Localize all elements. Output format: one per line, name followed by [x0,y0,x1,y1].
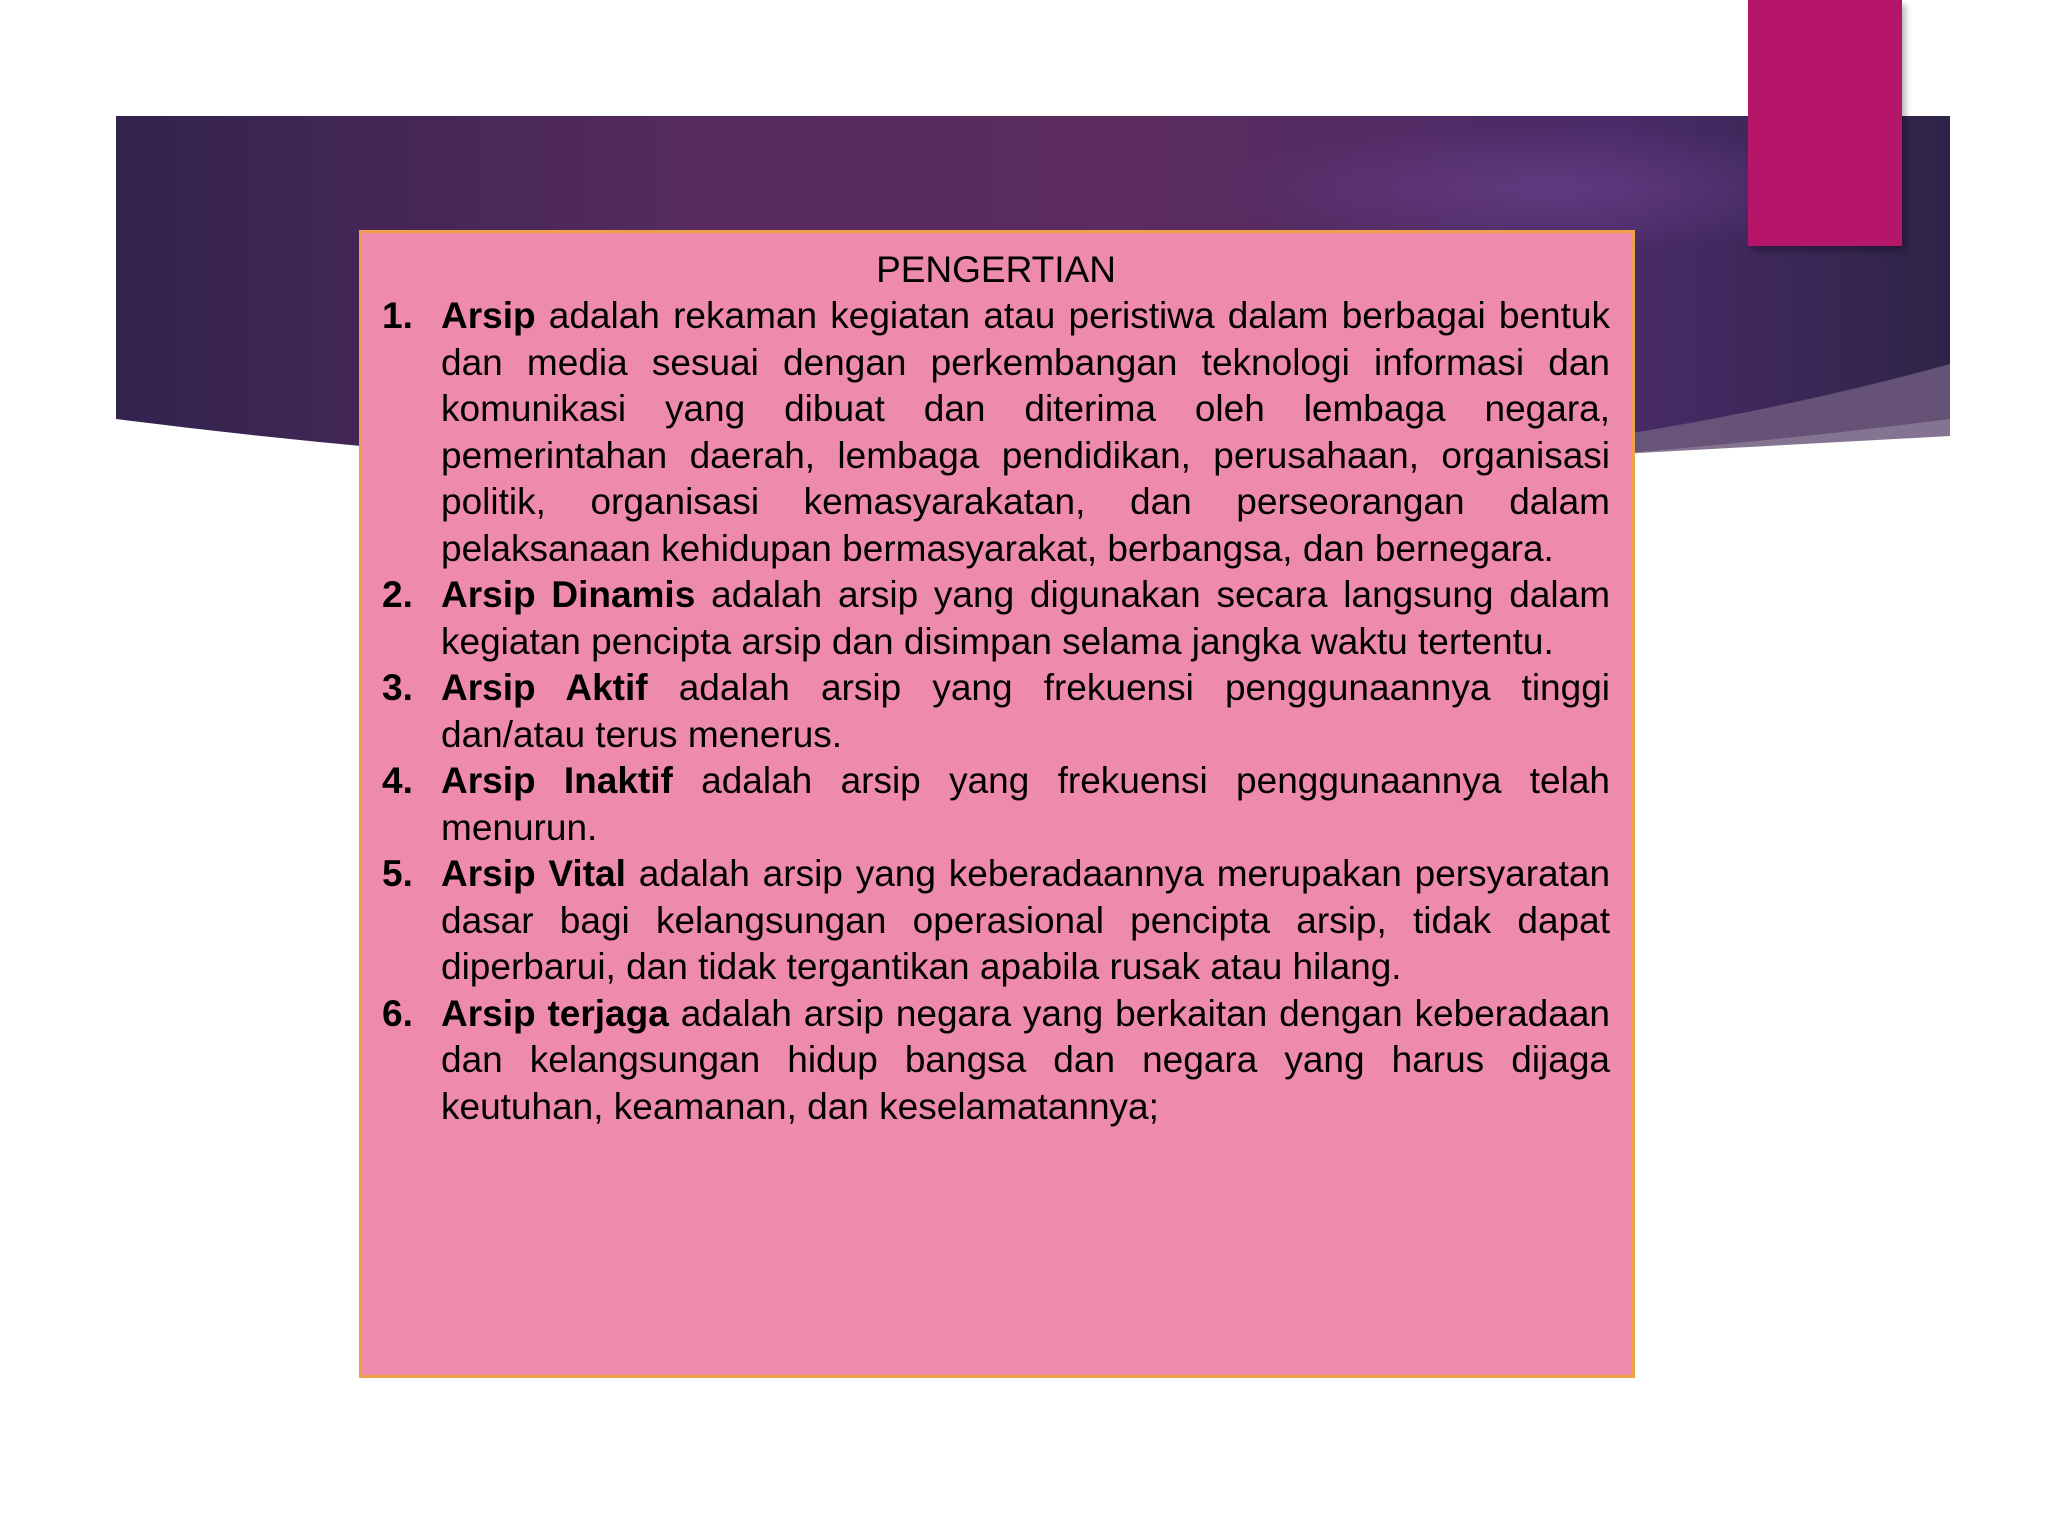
definition-text-block [441,991,1610,1131]
definition-text-block [441,665,1610,758]
definition-text-block [441,851,1610,991]
definition-term: Arsip Vital [441,853,626,894]
item-number: 4. [382,760,413,801]
definition-body: adalah arsip yang digunakan secara langsung dalam kegiatan pencipta arsip dan disimpan selama jangka waktu tertentu. [441,574,1611,662]
definition-item [382,572,1610,665]
definition-body: adalah arsip negara yang berkaitan dengan keberadaan dan kelangsungan hidup bangsa dan negara yang harus dijaga keutuhan, keamanan, dan keselamatannya; [441,992,1610,1127]
definition-text-block [441,293,1610,572]
definitions-box [359,230,1635,1378]
definition-item [382,851,1610,991]
item-number: 3. [382,667,413,708]
item-number: 6. [382,992,413,1034]
definition-body: adalah arsip yang keberadaannya merupakan persyaratan dasar bagi kelangsungan operasional pencipta arsip, tidak dapat diperbarui, dan tidak tergantikan apabila rusak atau hilang. [441,853,1611,987]
definition-term: Arsip [441,295,536,336]
item-number: 1. [382,295,413,336]
definition-item [382,758,1610,851]
definition-body: adalah arsip yang frekuensi penggunaannya telah menurun. [441,760,1611,848]
item-number: 5. [382,853,413,894]
definition-body: adalah arsip yang frekuensi penggunaannya tinggi dan/atau terus menerus. [441,667,1610,755]
definition-term: Arsip terjaga [441,992,669,1034]
definition-item [382,665,1610,758]
definition-item [382,293,1610,572]
definition-body: adalah rekaman kegiatan atau peristiwa dalam berbagai bentuk dan media sesuai dengan perkembangan teknologi informasi dan komunikasi yang dibuat dan diterima oleh lembaga negara, pemerintahan daerah, lembaga pendidikan, perusahaan, organisasi politik, organisasi kemasyarakatan, dan perseorangan dalam pelaksanaan kehidupan bermasyarakat, berbangsa, dan bernegara. [441,295,1610,569]
definition-text-block [441,758,1610,851]
accent-tab [1748,0,1902,246]
definition-term: Arsip Dinamis [441,574,696,615]
definition-text-block [441,572,1610,665]
definition-list [382,293,1610,1130]
box-title: PENGERTIAN [876,249,1116,290]
item-number: 2. [382,574,413,615]
definition-term: Arsip Inaktif [441,760,673,801]
definition-item [382,991,1610,1131]
definition-term: Arsip Aktif [441,667,648,708]
